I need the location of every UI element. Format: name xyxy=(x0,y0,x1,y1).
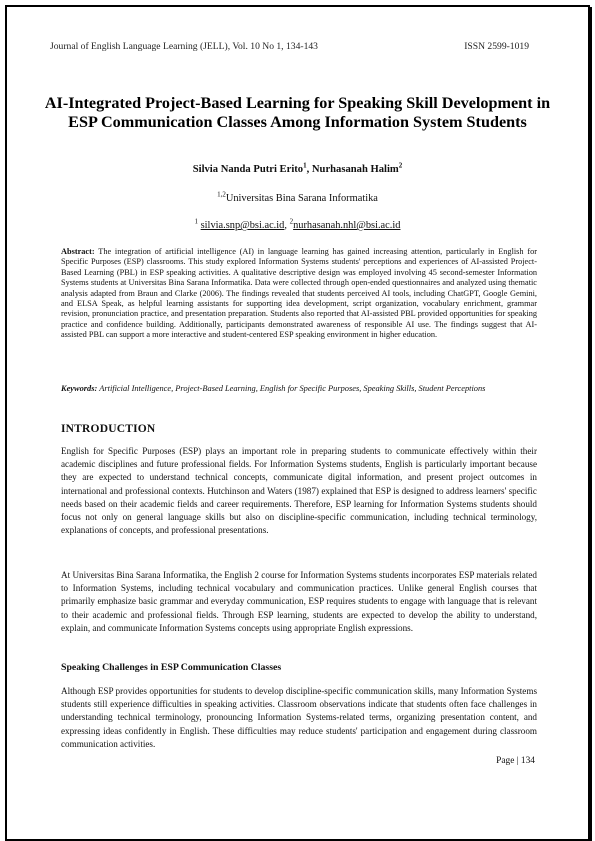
abstract-text: The integration of artificial intelligence (AI) in language learning has gained increasing attention, particularly in English for Specific Purposes (ESP) classrooms. This study explored Information Systems students' perceptions and experiences of AI-assisted Project-Based Learning (PBL) in ESP speaking activities. A qualitative descriptive design was employed involving 45 second-semester Information Systems students at Universitas Bina Sarana Informatika. Data were collected through open-ended questionnaires and analyzed using thematic analysis adapted from Braun and Clarke (2006). The findings revealed that students perceived AI tools, including ChatGPT, Google Gemini, and ELSA Speak, as helpful learning assistants for supporting idea development, script organization, vocabulary enrichment, grammar revision, pronunciation practice, and presentation preparation. Students also reported that AI-assisted PBL provided opportunities for speaking practice and confidence building. Additionally, participants demonstrated awareness of responsible AI use. The findings suggest that AI-assisted PBL can support a more interactive and student-centered ESP speaking environment in higher education. xyxy=(61,247,537,340)
affiliation xyxy=(0,190,595,204)
affiliation-superscript: 1,2 xyxy=(217,190,226,199)
page-number: Page | 134 xyxy=(496,756,535,766)
abstract xyxy=(61,247,537,341)
author-superscript: 2 xyxy=(398,161,403,170)
running-header xyxy=(50,41,529,52)
affiliation-name: Universitas Bina Sarana Informatika xyxy=(225,193,378,204)
author-separator: , xyxy=(306,164,312,175)
journal-citation: Journal of English Language Learning (JELL), Vol. 10 No 1, 134-143 xyxy=(50,41,318,52)
email-superscript: 1 xyxy=(194,217,199,226)
email-separator: , xyxy=(284,220,290,231)
body-paragraph: English for Specific Purposes (ESP) plays an important role in preparing students to communicate effectively within their academic disciplines and future professional fields. For Information Systems students, English is particularly important because they are expected to understand technical concepts, communicate digital information, and present project outcomes in international and professional contexts. Hutchinson and Waters (1987) explained that ESP is designed to address learners' specific needs based on their academic fields and career requirements. Therefore, ESP learning for Information Systems students should focus not only on general language skills but also on discipline-specific communication, including technical terminology, explanations of concepts, and professional presentations. xyxy=(61,446,537,536)
issn: ISSN 2599-1019 xyxy=(464,41,529,52)
paper-title: AI-Integrated Project-Based Learning for Speaking Skill Development in ESP Communication Classes Among Information System Students xyxy=(44,94,551,131)
author-name: Nurhasanah Halim xyxy=(311,164,399,175)
body-paragraph: Although ESP provides opportunities for students to develop discipline-specific communication skills, many Information Systems students still experience difficulties in speaking activities. Classroom observations indicate that students often face challenges in understanding technical terminology, pronouncing Information Systems-related terms, organizing presentation content, and expressing ideas confidently in English. These difficulties may reduce students' participation and engagement during classroom communication activities. xyxy=(61,686,537,749)
email-line xyxy=(0,217,595,231)
author-name: Silvia Nanda Putri Erito xyxy=(192,164,304,175)
subsection-heading: Speaking Challenges in ESP Communication Classes xyxy=(61,662,282,673)
author-superscript: 1 xyxy=(303,161,307,170)
keywords-text: Artificial Intelligence, Project-Based Learning, English for Specific Purposes, Speaking Skills, Student Perceptions xyxy=(99,384,486,393)
abstract-label: Abstract: xyxy=(61,247,95,256)
keywords xyxy=(61,384,537,395)
body-paragraph: At Universitas Bina Sarana Informatika, the English 2 course for Information Systems students incorporates ESP materials related to Information Systems, including technical vocabulary and communication practices. Unlike general English courses that primarily emphasize basic grammar and everyday communication, ESP requires students to engage with language that is relevant to their academic and professional fields. Through ESP learning, students are expected to develop the ability to understand, explain, and communicate Information Systems concepts using appropriate English expressions. xyxy=(61,570,537,633)
email-link[interactable]: nurhasanah.nhl@bsi.ac.id xyxy=(293,220,401,231)
author-list xyxy=(0,161,595,175)
section-heading-introduction: INTRODUCTION xyxy=(61,423,156,435)
email-link[interactable]: silvia.snp@bsi.ac.id xyxy=(200,220,285,231)
email-superscript: 2 xyxy=(289,217,294,226)
keywords-label: Keywords: xyxy=(61,384,98,393)
